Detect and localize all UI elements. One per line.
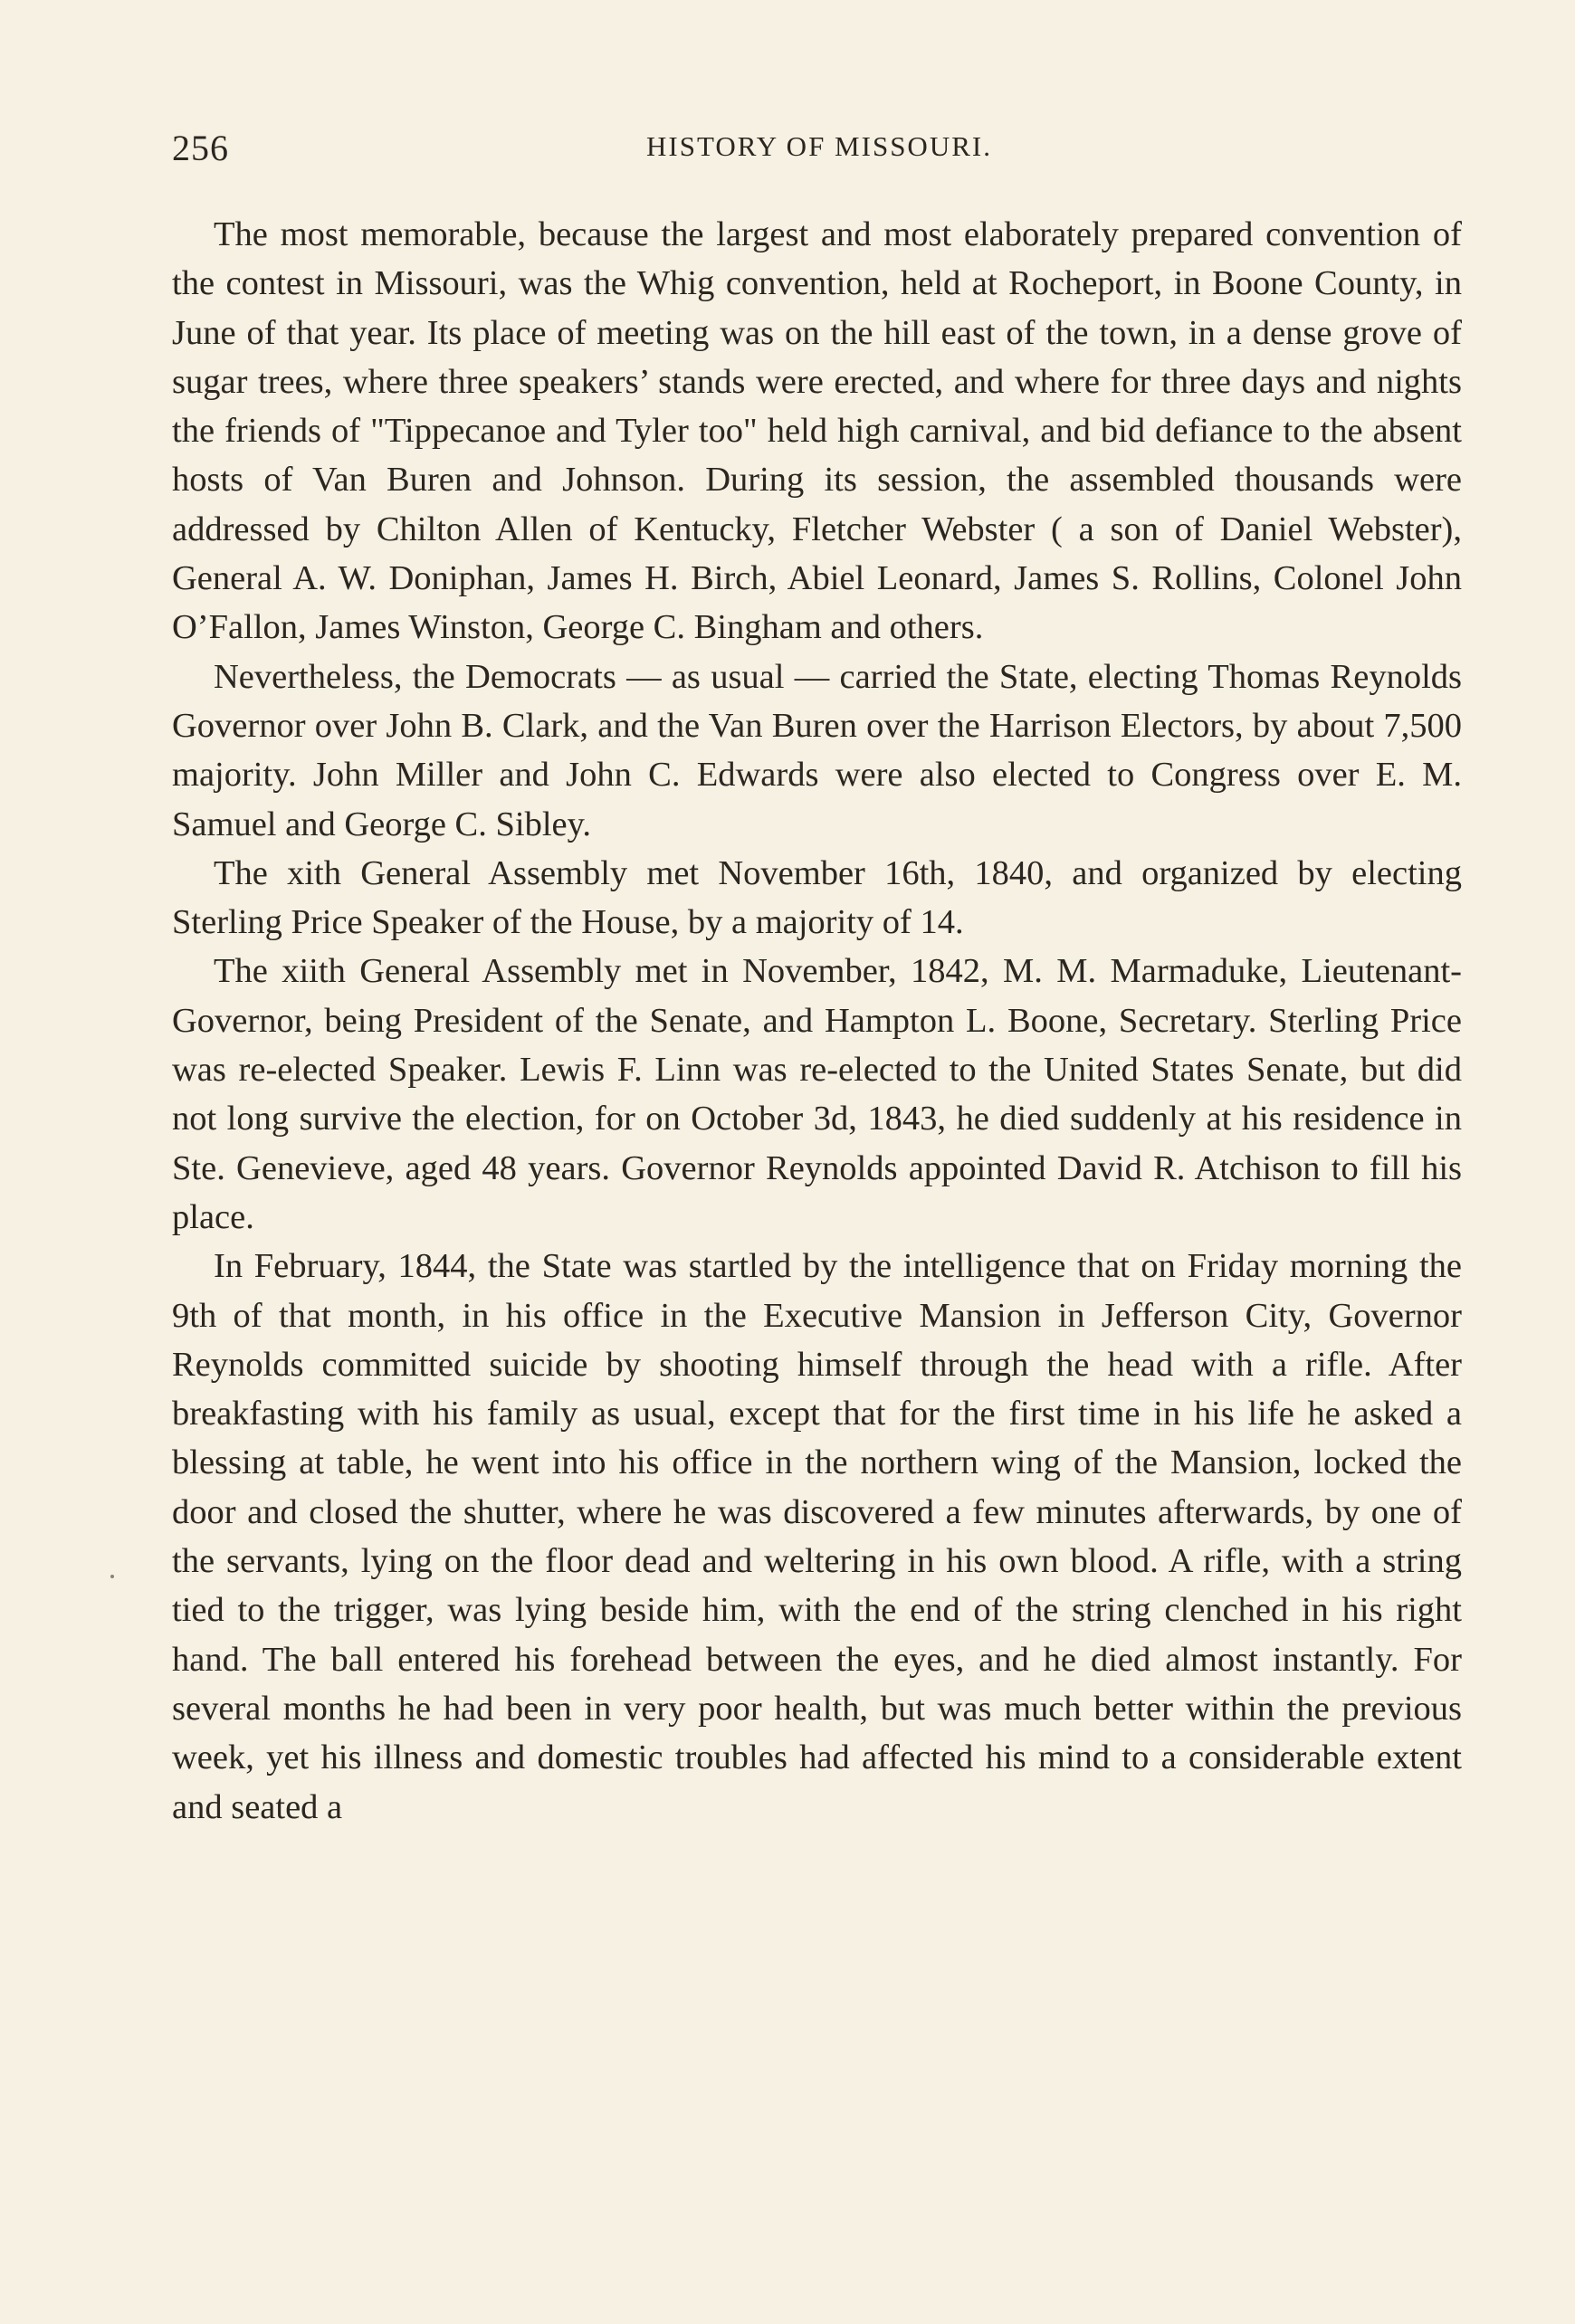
paragraph-eleventh-assembly: The xith General Assembly met November 16th, 1840, and organized by electing Sterling Price Speaker of the House, by a majority of 14. [172,853,1462,942]
body-text [172,210,1462,1832]
running-header [172,127,1466,172]
print-speck [110,1575,114,1578]
paragraph-governor-reynolds: In February, 1844, the State was startled by the intelligence that on Friday morning the 9th of that month, in his office in the Executive Mansion in Jefferson City, Governor Reynolds committed suicide by shooting himself through the head with a rifle. After breakfasting with his family as usual, except that for the first time in his life he asked a blessing at table, he went into his office in the northern wing of the Mansion, locked the door and closed the shutter, where he was discovered a few minutes afterwards, by one of the servants, lying on the floor dead and weltering in his own blood. A rifle, with a string tied to the trigger, was lying beside him, with the end of the string clenched in his right hand. The ball entered his forehead between the eyes, and he died almost instantly. For several months he had been in very poor health, but was much better within the previous week, yet his illness and domestic troubles had affected his mind to a considerable extent and seated a [172,1247,1462,1826]
page-number: 256 [172,128,229,168]
running-title: HISTORY OF MISSOURI. [646,130,992,162]
paragraph-whig-convention: The most memorable, because the largest and most elaborately prepared convention of the contest in Missouri, was the Whig convention, held at Rocheport, in Boone County, in June of that year. Its place of meeting was on the hill east of the town, in a dense grove of sugar trees, where three speakers’ stands were erected, and where for three days and nights the friends of "Tippecanoe and Tyler too" held high carnival, and bid defiance to the absent hosts of Van Buren and Johnson. During its session, the assembled thousands were addressed by Chilton Allen of Kentucky, Fletcher Webster ( a son of Daniel Webster), General A. W. Doniphan, James H. Birch, Abiel Leonard, James S. Rollins, Colonel John O’Fallon, James Winston, George C. Bingham and others. [172,215,1462,647]
paragraph-democrats-election: Nevertheless, the Democrats — as usual — carried the State, electing Thomas Reynolds Governor over John B. Clark, and the Van Buren over the Harrison Electors, by about 7,500 majority. John Miller and John C. Edwards were also elected to Congress over E. M. Samuel and George C. Sibley. [172,657,1462,843]
paragraph-twelfth-assembly: The xiith General Assembly met in November, 1842, M. M. Marmaduke, Lieutenant-Governor, being President of the Senate, and Hampton L. Boone, Secretary. Sterling Price was re-elected Speaker. Lewis F. Linn was re-elected to the United States Senate, but did not long survive the election, for on October 3d, 1843, he died suddenly at his residence in Ste. Genevieve, aged 48 years. Governor Reynolds appointed David R. Atchison to fill his place. [172,952,1462,1236]
